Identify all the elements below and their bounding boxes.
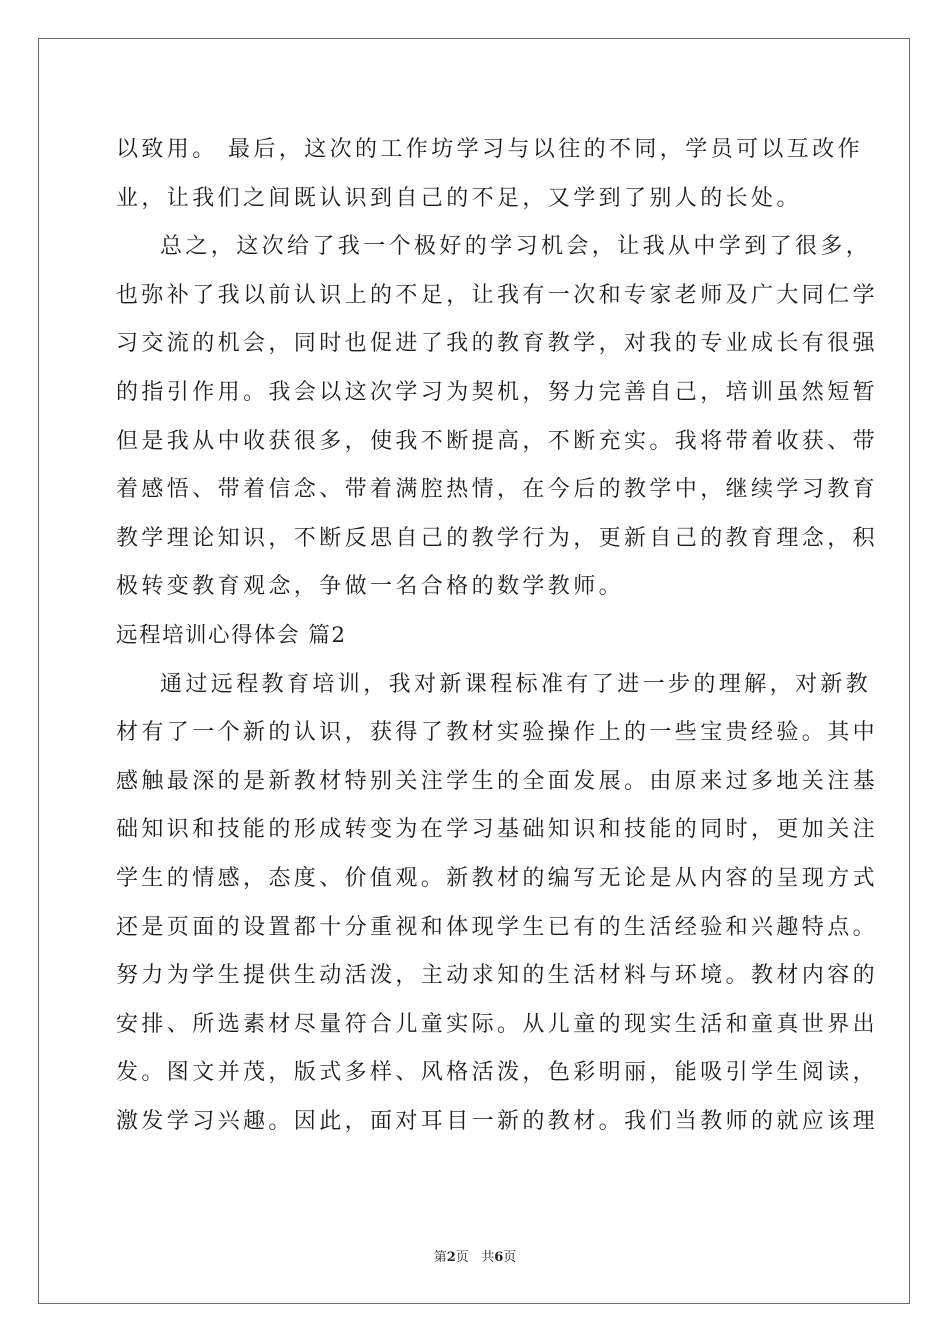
text-line: 材有了一个新的认识，获得了教材实验操作上的一些宝贵经验。其中 — [116, 720, 879, 746]
text-line: 的指引作用。我会以这次学习为契机，努力完善自己，培训虽然短暂 — [116, 379, 879, 405]
text-line: 激发学习兴趣。因此，面对耳目一新的教材。我们当教师的就应该理 — [116, 1108, 879, 1134]
text-line: 感触最深的是新教材特别关注学生的全面发展。由原来过多地关注基 — [116, 768, 879, 794]
text-line: 学生的情感，态度、价值观。新教材的编写无论是从内容的呈现方式 — [116, 865, 879, 891]
total-prefix: 共 — [481, 1250, 495, 1265]
text-line: 以致用。 最后，这次的工作坊学习与以往的不同，学员可以互改作 — [116, 137, 863, 162]
text-line: 发。图文并茂，版式多样、风格活泼，色彩明丽，能吸引学生阅读， — [116, 1060, 879, 1086]
text-line: 础知识和技能的形成转变为在学习基础知识和技能的同时，更加关注 — [116, 817, 879, 843]
text-line: 教学理论知识，不断反思自己的教学行为，更新自己的教育理念，积 — [116, 525, 879, 551]
section-heading: 远程培训心得体会 篇2 — [116, 622, 347, 648]
text-line: 还是页面的设置都十分重视和体现学生已有的生活经验和兴趣特点。 — [116, 914, 879, 940]
text-line: 着感悟、带着信念、带着满腔热情，在今后的教学中，继续学习教育 — [116, 477, 879, 503]
total-unit: 页 — [503, 1250, 517, 1265]
text-line: 但是我从中收获很多，使我不断提高，不断充实。我将带着收获、带 — [116, 428, 879, 454]
text-line: 努力为学生提供生动活泼，主动求知的生活材料与环境。教材内容的 — [116, 963, 879, 989]
document-body — [116, 126, 879, 1146]
text-line: 安排、所选素材尽量符合儿童实际。从儿童的现实生活和童真世界出 — [116, 1011, 879, 1037]
text-line: 总之，这次给了我一个极好的学习机会，让我从中学到了很多， — [160, 234, 872, 260]
text-line: 习交流的机会，同时也促进了我的教育教学，对我的专业成长有很强 — [116, 331, 879, 357]
page-total: 6 — [494, 1250, 504, 1265]
page-prefix: 第 — [433, 1250, 447, 1265]
text-line: 也弥补了我以前认识上的不足，让我有一次和专家老师及广大同仁学 — [116, 282, 879, 308]
page-footer — [0, 1246, 950, 1265]
page-unit: 页 — [455, 1250, 469, 1265]
page-current: 2 — [446, 1250, 456, 1265]
text-line: 业，让我们之间既认识到自己的不足，又学到了别人的长处。 — [116, 185, 802, 211]
text-line: 极转变教育观念，争做一名合格的数学教师。 — [116, 574, 625, 600]
text-line: 通过远程教育培训，我对新课程标准有了进一步的理解，对新教 — [160, 671, 872, 697]
